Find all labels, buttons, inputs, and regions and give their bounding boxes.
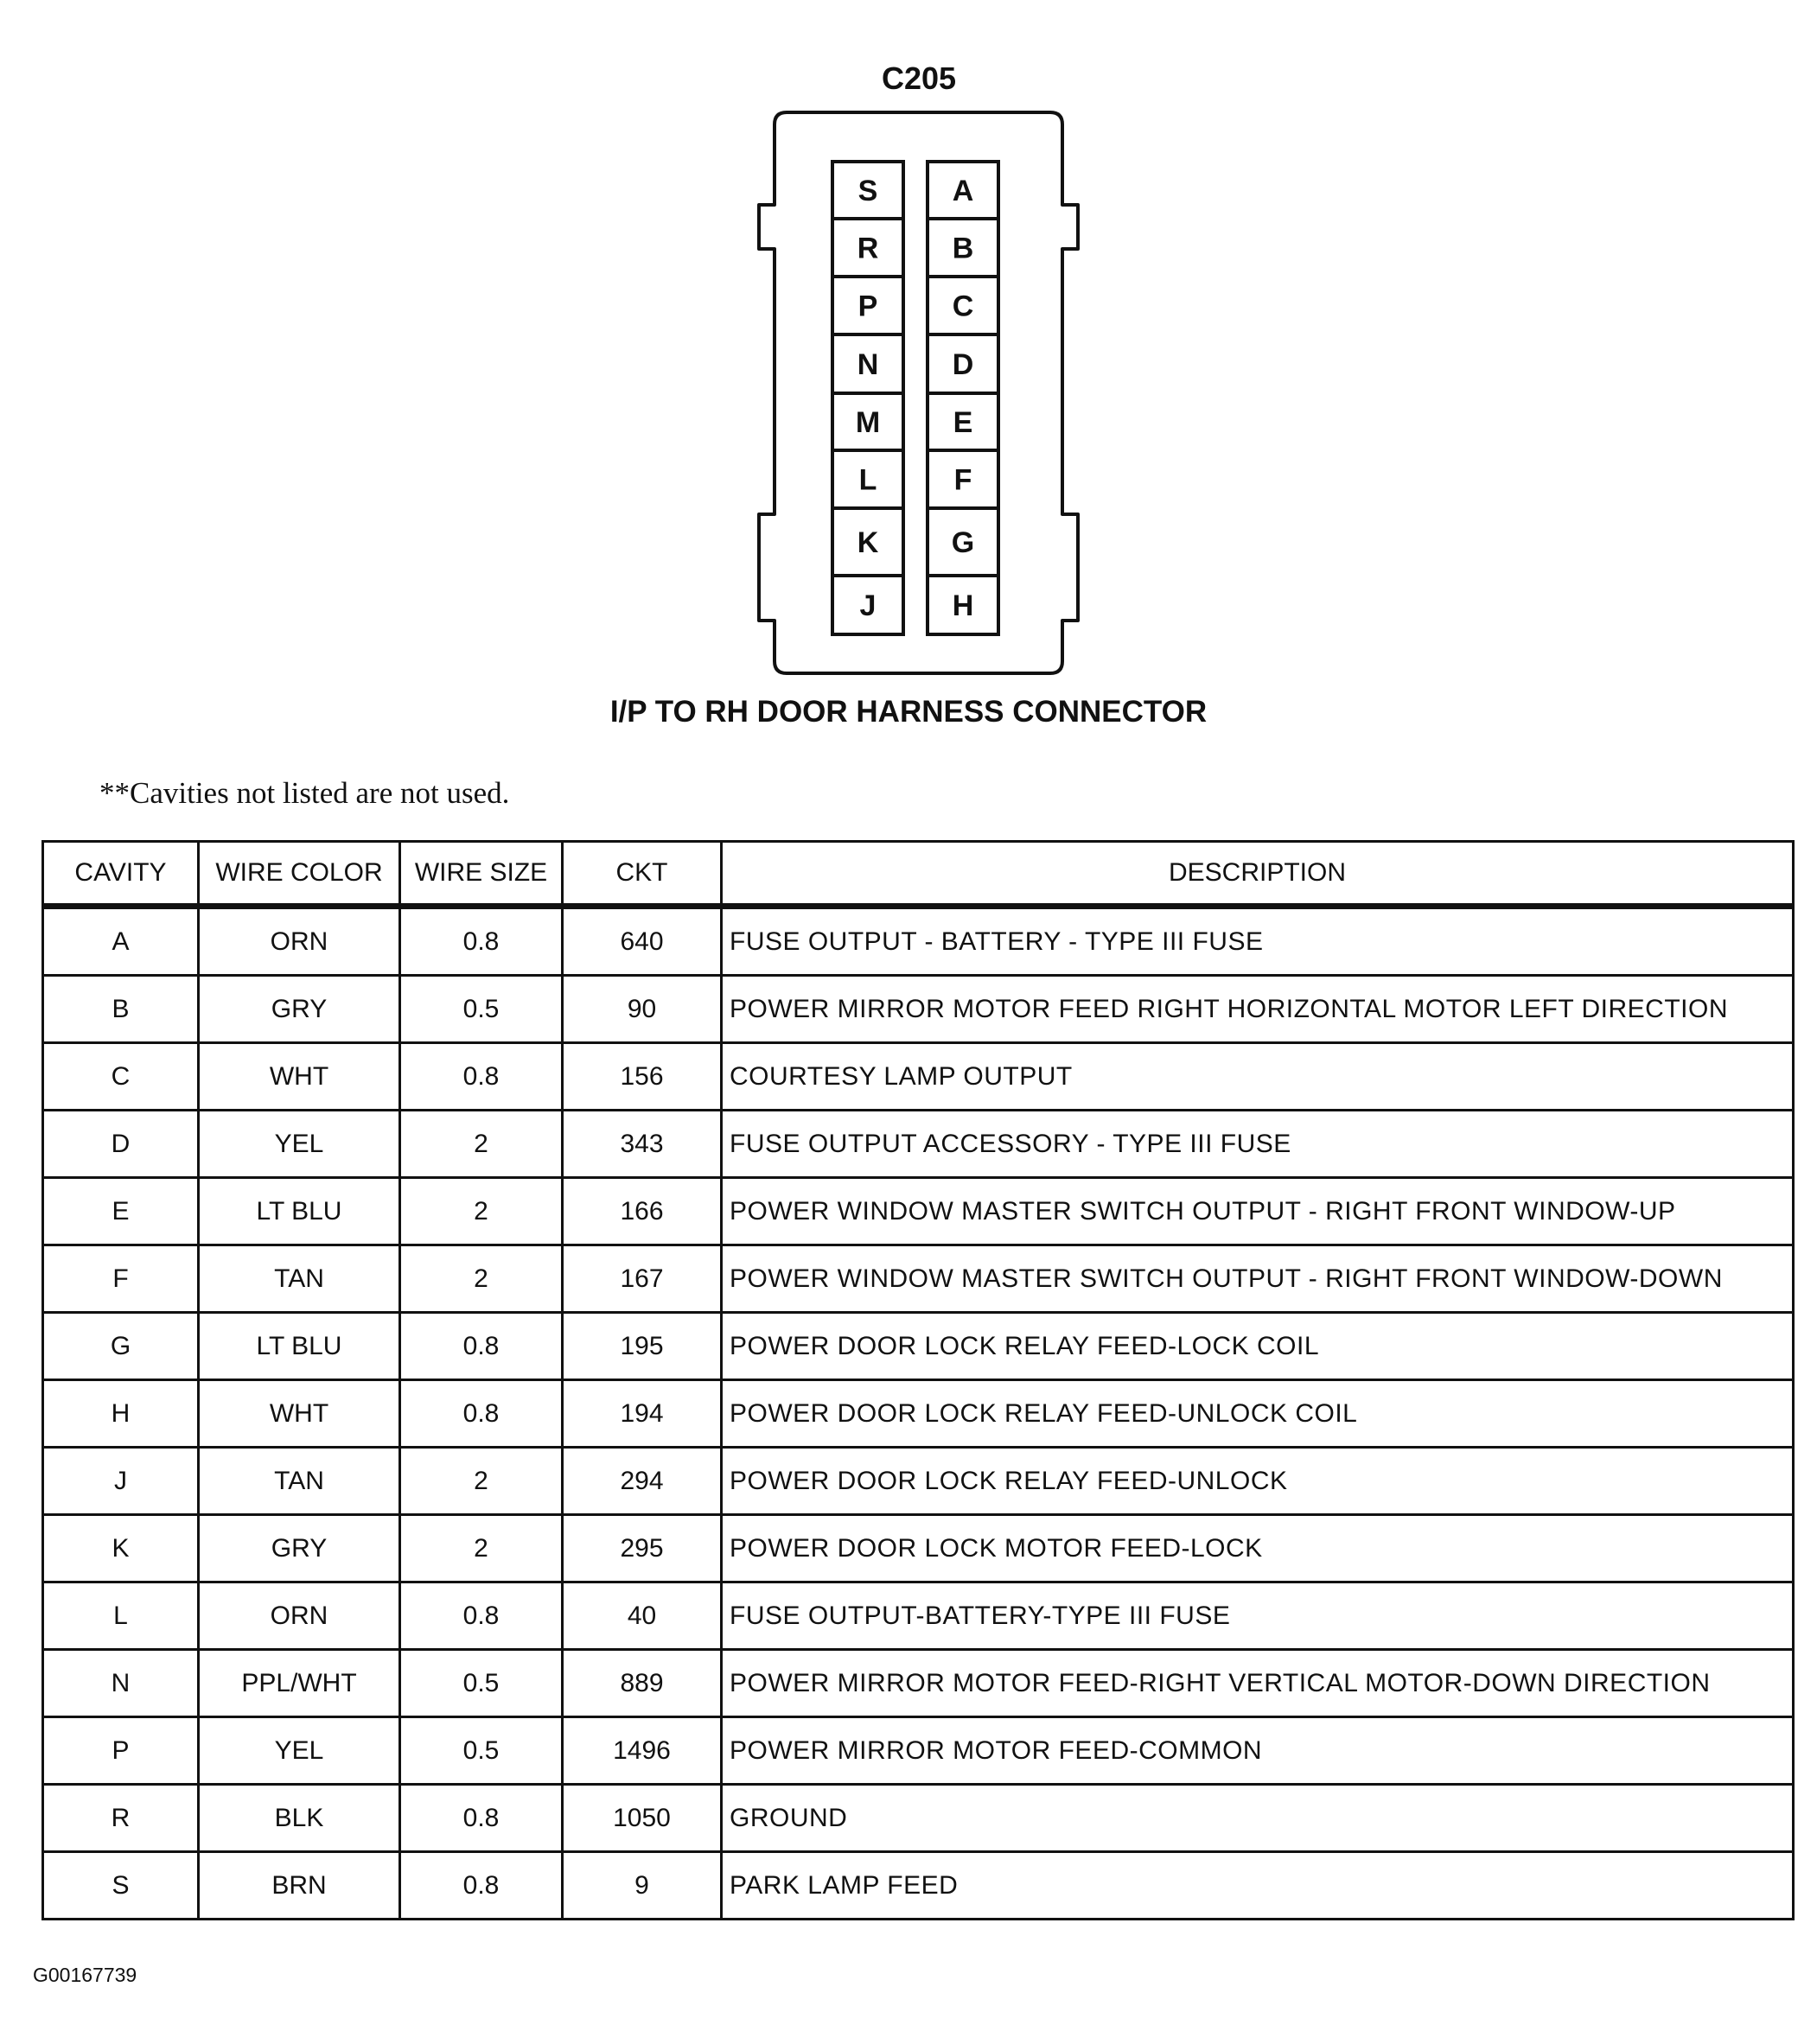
- cell-description: POWER DOOR LOCK RELAY FEED-UNLOCK COIL: [722, 1380, 1794, 1448]
- cell-wire-size: 0.8: [400, 1582, 563, 1650]
- cell-wire-color: ORN: [199, 1582, 400, 1650]
- table-row: [43, 1245, 1794, 1313]
- cell-wire-color: WHT: [199, 1043, 400, 1111]
- cell-description: POWER MIRROR MOTOR FEED RIGHT HORIZONTAL MOTOR LEFT DIRECTION: [722, 976, 1794, 1043]
- cell-wire-color: LT BLU: [199, 1313, 400, 1380]
- pin-cavity-left: [832, 334, 903, 393]
- table-body: [43, 907, 1794, 1920]
- table-row: [43, 1178, 1794, 1245]
- header-description: DESCRIPTION: [722, 842, 1794, 907]
- unused-cavities-note: **Cavities not listed are not used.: [99, 776, 510, 810]
- table-row: [43, 1448, 1794, 1515]
- cell-wire-size: 2: [400, 1448, 563, 1515]
- cell-cavity: A: [43, 907, 199, 976]
- cell-ckt: 1496: [563, 1717, 722, 1785]
- cell-description: POWER WINDOW MASTER SWITCH OUTPUT - RIGHT FRONT WINDOW-DOWN: [722, 1245, 1794, 1313]
- cell-ckt: 195: [563, 1313, 722, 1380]
- pin-column-left: [832, 162, 903, 634]
- pin-letter: A: [952, 175, 974, 207]
- pin-cavity-left: [832, 162, 903, 219]
- pin-cavity-left: [832, 450, 903, 508]
- cell-wire-size: 2: [400, 1178, 563, 1245]
- cell-cavity: R: [43, 1785, 199, 1852]
- cell-wire-color: ORN: [199, 907, 400, 976]
- pin-letter: N: [857, 348, 879, 381]
- pin-cavity-right: [928, 162, 998, 219]
- cell-wire-color: YEL: [199, 1111, 400, 1178]
- cell-wire-size: 2: [400, 1515, 563, 1582]
- cell-description: POWER MIRROR MOTOR FEED-COMMON: [722, 1717, 1794, 1785]
- cell-ckt: 90: [563, 976, 722, 1043]
- pin-letter: P: [857, 290, 878, 323]
- cell-description: POWER DOOR LOCK MOTOR FEED-LOCK: [722, 1515, 1794, 1582]
- cell-cavity: S: [43, 1852, 199, 1920]
- cell-wire-color: BRN: [199, 1852, 400, 1920]
- table-row: [43, 1785, 1794, 1852]
- table-row: [43, 1111, 1794, 1178]
- pin-letter: J: [859, 589, 877, 622]
- cell-cavity: J: [43, 1448, 199, 1515]
- cell-description: FUSE OUTPUT-BATTERY-TYPE III FUSE: [722, 1582, 1794, 1650]
- header-wire-size: WIRE SIZE: [400, 842, 563, 907]
- connector-caption: I/P TO RH DOOR HARNESS CONNECTOR: [609, 695, 1208, 729]
- pin-cavity-left: [832, 508, 903, 576]
- pin-column-right: [928, 162, 998, 634]
- cell-wire-size: 0.8: [400, 1313, 563, 1380]
- cell-cavity: N: [43, 1650, 199, 1717]
- figure-id: G00167739: [33, 1964, 137, 1986]
- pin-cavity-left: [832, 219, 903, 277]
- connector-id: C205: [881, 60, 957, 96]
- cell-ckt: 640: [563, 907, 722, 976]
- table-row: [43, 1380, 1794, 1448]
- cell-wire-size: 2: [400, 1111, 563, 1178]
- table-row: [43, 1582, 1794, 1650]
- cell-description: POWER WINDOW MASTER SWITCH OUTPUT - RIGHT FRONT WINDOW-UP: [722, 1178, 1794, 1245]
- cell-wire-size: 0.8: [400, 1785, 563, 1852]
- connector-housing: [759, 112, 1078, 673]
- table-row: [43, 1043, 1794, 1111]
- header-cavity: CAVITY: [43, 842, 199, 907]
- cell-cavity: P: [43, 1717, 199, 1785]
- cell-wire-color: LT BLU: [199, 1178, 400, 1245]
- table-row: [43, 1717, 1794, 1785]
- cell-cavity: D: [43, 1111, 199, 1178]
- pin-letter: H: [952, 589, 974, 622]
- cell-ckt: 294: [563, 1448, 722, 1515]
- cell-cavity: K: [43, 1515, 199, 1582]
- cell-wire-size: 0.8: [400, 1852, 563, 1920]
- cell-ckt: 156: [563, 1043, 722, 1111]
- cell-wire-color: PPL/WHT: [199, 1650, 400, 1717]
- pin-letter: L: [858, 463, 877, 497]
- cell-ckt: 9: [563, 1852, 722, 1920]
- cell-cavity: F: [43, 1245, 199, 1313]
- pin-cavity-left: [832, 277, 903, 334]
- cell-description: POWER MIRROR MOTOR FEED-RIGHT VERTICAL MOTOR-DOWN DIRECTION: [722, 1650, 1794, 1717]
- table-row: [43, 1313, 1794, 1380]
- pin-letter: B: [952, 232, 974, 265]
- cell-description: GROUND: [722, 1785, 1794, 1852]
- connector-diagram: [0, 0, 1817, 795]
- pin-cavity-right: [928, 508, 998, 576]
- header-ckt: CKT: [563, 842, 722, 907]
- table-row: [43, 907, 1794, 976]
- cell-ckt: 343: [563, 1111, 722, 1178]
- pin-cavity-right: [928, 334, 998, 393]
- cell-wire-color: TAN: [199, 1245, 400, 1313]
- cell-wire-color: GRY: [199, 1515, 400, 1582]
- cell-description: POWER DOOR LOCK RELAY FEED-UNLOCK: [722, 1448, 1794, 1515]
- pin-letter: R: [857, 232, 879, 265]
- cell-description: FUSE OUTPUT - BATTERY - TYPE III FUSE: [722, 907, 1794, 976]
- cell-ckt: 167: [563, 1245, 722, 1313]
- table-header-row: [43, 842, 1794, 907]
- pin-cavity-right: [928, 219, 998, 277]
- cell-cavity: B: [43, 976, 199, 1043]
- header-wire-color: WIRE COLOR: [199, 842, 400, 907]
- cell-cavity: H: [43, 1380, 199, 1448]
- pin-letter: F: [953, 463, 972, 497]
- cell-wire-size: 2: [400, 1245, 563, 1313]
- pin-letter: S: [857, 175, 878, 207]
- cell-description: FUSE OUTPUT ACCESSORY - TYPE III FUSE: [722, 1111, 1794, 1178]
- cell-cavity: L: [43, 1582, 199, 1650]
- table-row: [43, 1650, 1794, 1717]
- pin-cavity-right: [928, 576, 998, 634]
- pin-letter: M: [855, 406, 881, 439]
- cell-description: POWER DOOR LOCK RELAY FEED-LOCK COIL: [722, 1313, 1794, 1380]
- cell-cavity: G: [43, 1313, 199, 1380]
- pin-cavity-left: [832, 393, 903, 450]
- cell-ckt: 1050: [563, 1785, 722, 1852]
- cavity-table: [41, 840, 1795, 1920]
- cell-cavity: E: [43, 1178, 199, 1245]
- cell-ckt: 295: [563, 1515, 722, 1582]
- cell-description: COURTESY LAMP OUTPUT: [722, 1043, 1794, 1111]
- pin-letter: E: [953, 406, 973, 439]
- cell-wire-size: 0.5: [400, 976, 563, 1043]
- cell-ckt: 194: [563, 1380, 722, 1448]
- cell-cavity: C: [43, 1043, 199, 1111]
- cell-wire-color: TAN: [199, 1448, 400, 1515]
- cell-wire-size: 0.8: [400, 907, 563, 976]
- cell-wire-color: YEL: [199, 1717, 400, 1785]
- cell-wire-size: 0.5: [400, 1650, 563, 1717]
- cell-wire-size: 0.8: [400, 1043, 563, 1111]
- cell-wire-size: 0.8: [400, 1380, 563, 1448]
- pin-cavity-right: [928, 393, 998, 450]
- table-row: [43, 1515, 1794, 1582]
- cell-wire-color: WHT: [199, 1380, 400, 1448]
- pin-letter: G: [951, 526, 975, 559]
- pin-cavity-left: [832, 576, 903, 634]
- cell-wire-color: GRY: [199, 976, 400, 1043]
- pin-letter: K: [857, 526, 879, 559]
- cell-wire-color: BLK: [199, 1785, 400, 1852]
- cell-description: PARK LAMP FEED: [722, 1852, 1794, 1920]
- table-row: [43, 1852, 1794, 1920]
- cell-ckt: 166: [563, 1178, 722, 1245]
- cell-wire-size: 0.5: [400, 1717, 563, 1785]
- pin-cavity-right: [928, 450, 998, 508]
- pin-letter: C: [952, 290, 974, 323]
- table-row: [43, 976, 1794, 1043]
- cell-ckt: 40: [563, 1582, 722, 1650]
- pin-letter: D: [952, 348, 974, 381]
- cell-ckt: 889: [563, 1650, 722, 1717]
- pin-cavity-right: [928, 277, 998, 334]
